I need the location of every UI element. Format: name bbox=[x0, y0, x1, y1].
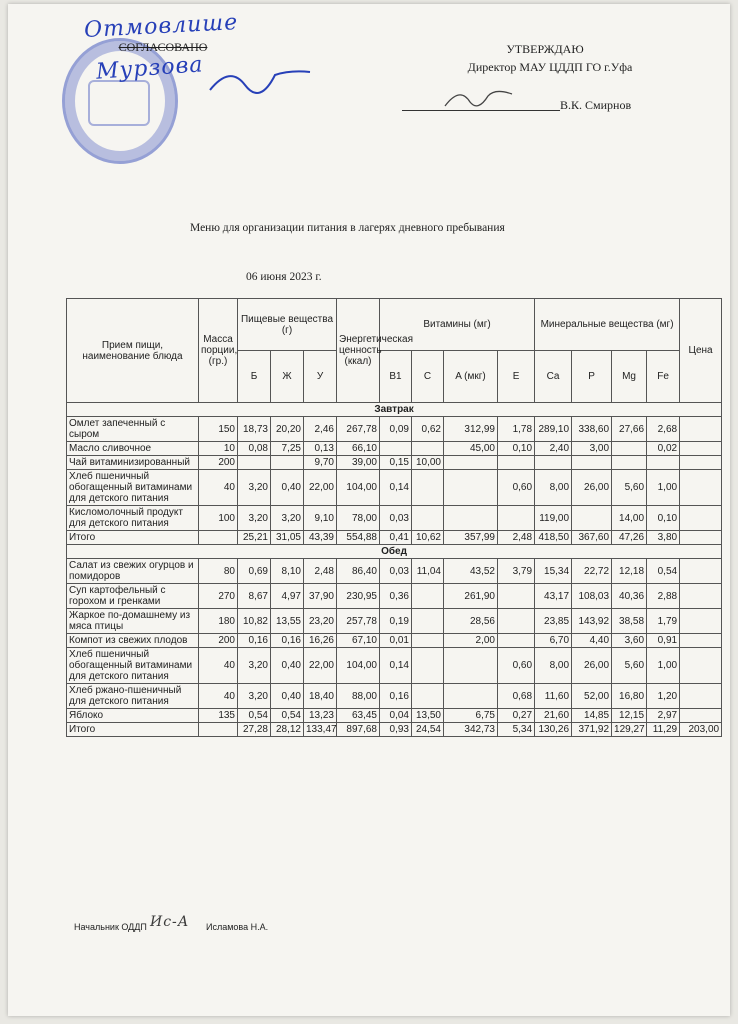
table-cell: 1,20 bbox=[647, 684, 680, 709]
table-cell bbox=[238, 456, 271, 470]
table-cell: 12,18 bbox=[612, 559, 647, 584]
header-b1: B1 bbox=[380, 351, 412, 403]
table-cell: 80 bbox=[199, 559, 238, 584]
table-cell bbox=[680, 648, 722, 684]
table-cell: 38,58 bbox=[612, 609, 647, 634]
table-cell bbox=[680, 470, 722, 506]
table-cell: 261,90 bbox=[444, 584, 498, 609]
table-cell: 3,20 bbox=[238, 506, 271, 531]
table-cell bbox=[444, 684, 498, 709]
table-cell: 289,10 bbox=[535, 417, 572, 442]
table-cell: 43,52 bbox=[444, 559, 498, 584]
section-row bbox=[67, 403, 722, 417]
table-cell: 0,19 bbox=[380, 609, 412, 634]
table-cell: 3,20 bbox=[238, 648, 271, 684]
table-cell: 143,92 bbox=[572, 609, 612, 634]
table-cell bbox=[498, 634, 535, 648]
dish-name: Жаркое по-домашнему из мяса птицы bbox=[67, 609, 199, 634]
table-row bbox=[67, 559, 722, 584]
table-cell: 0,91 bbox=[647, 634, 680, 648]
table-cell: 10,82 bbox=[238, 609, 271, 634]
table-cell bbox=[680, 442, 722, 456]
table-cell: 67,10 bbox=[337, 634, 380, 648]
table-cell: 897,68 bbox=[337, 723, 380, 737]
table-row bbox=[67, 470, 722, 506]
table-cell bbox=[680, 531, 722, 545]
table-cell: 18,40 bbox=[304, 684, 337, 709]
table-cell: 66,10 bbox=[337, 442, 380, 456]
dish-name: Итого bbox=[67, 531, 199, 545]
table-cell bbox=[680, 506, 722, 531]
table-cell: 15,34 bbox=[535, 559, 572, 584]
table-cell: 0,41 bbox=[380, 531, 412, 545]
table-cell: 3,00 bbox=[572, 442, 612, 456]
table-cell: 13,55 bbox=[271, 609, 304, 634]
menu-table bbox=[66, 298, 722, 737]
table-cell: 16,80 bbox=[612, 684, 647, 709]
table-cell: 40 bbox=[199, 648, 238, 684]
table-cell: 0,54 bbox=[271, 709, 304, 723]
table-cell: 200 bbox=[199, 634, 238, 648]
table-cell: 0,14 bbox=[380, 648, 412, 684]
table-cell: 0,40 bbox=[271, 470, 304, 506]
table-cell: 357,99 bbox=[444, 531, 498, 545]
header-a: A (мкг) bbox=[444, 351, 498, 403]
table-cell: 2,48 bbox=[498, 531, 535, 545]
table-cell bbox=[412, 609, 444, 634]
table-cell: 24,54 bbox=[412, 723, 444, 737]
table-cell bbox=[535, 456, 572, 470]
table-cell: 3,79 bbox=[498, 559, 535, 584]
table-cell: 0,16 bbox=[271, 634, 304, 648]
table-cell: 2,68 bbox=[647, 417, 680, 442]
header-nutrients: Пищевые вещества (г) bbox=[238, 299, 337, 351]
section-row bbox=[67, 545, 722, 559]
dish-name: Масло сливочное bbox=[67, 442, 199, 456]
dish-name: Салат из свежих огурцов и помидоров bbox=[67, 559, 199, 584]
table-cell: 52,00 bbox=[572, 684, 612, 709]
director-position: Директор МАУ ЦДДП ГО г.Уфа bbox=[467, 60, 633, 74]
table-cell: 257,78 bbox=[337, 609, 380, 634]
table-cell: 0,16 bbox=[380, 684, 412, 709]
table-cell: 8,10 bbox=[271, 559, 304, 584]
table-cell: 0,13 bbox=[304, 442, 337, 456]
dish-name: Омлет запеченный с сыром bbox=[67, 417, 199, 442]
footer-position: Начальник ОДДП bbox=[74, 922, 147, 932]
table-cell: 554,88 bbox=[337, 531, 380, 545]
table-cell: 22,72 bbox=[572, 559, 612, 584]
total-row bbox=[67, 723, 722, 737]
table-cell bbox=[680, 684, 722, 709]
table-cell: 0,40 bbox=[271, 648, 304, 684]
table-cell: 20,20 bbox=[271, 417, 304, 442]
table-cell: 12,15 bbox=[612, 709, 647, 723]
table-cell: 10 bbox=[199, 442, 238, 456]
table-cell: 0,08 bbox=[238, 442, 271, 456]
table-cell bbox=[199, 723, 238, 737]
table-cell: 100 bbox=[199, 506, 238, 531]
approve-label: УТВЕРЖДАЮ bbox=[506, 42, 584, 56]
table-cell bbox=[412, 634, 444, 648]
table-cell: 0,04 bbox=[380, 709, 412, 723]
table-cell: 8,67 bbox=[238, 584, 271, 609]
table-cell: 28,56 bbox=[444, 609, 498, 634]
table-cell: 2,40 bbox=[535, 442, 572, 456]
header-carbs: У bbox=[304, 351, 337, 403]
table-cell: 28,12 bbox=[271, 723, 304, 737]
table-cell bbox=[680, 417, 722, 442]
table-cell: 104,00 bbox=[337, 648, 380, 684]
table-cell bbox=[412, 470, 444, 506]
table-cell: 7,25 bbox=[271, 442, 304, 456]
table-cell: 14,85 bbox=[572, 709, 612, 723]
table-cell: 5,60 bbox=[612, 470, 647, 506]
dish-name: Кисломолочный продукт для детского питания bbox=[67, 506, 199, 531]
table-cell: 3,80 bbox=[647, 531, 680, 545]
table-cell: 270 bbox=[199, 584, 238, 609]
section-title: Обед bbox=[67, 545, 722, 559]
table-cell: 0,60 bbox=[498, 648, 535, 684]
director-signature bbox=[440, 82, 520, 114]
header-fe: Fe bbox=[647, 351, 680, 403]
table-cell: 133,47 bbox=[304, 723, 337, 737]
table-cell: 37,90 bbox=[304, 584, 337, 609]
table-cell: 2,97 bbox=[647, 709, 680, 723]
table-cell: 230,95 bbox=[337, 584, 380, 609]
table-cell: 0,02 bbox=[647, 442, 680, 456]
director-name: В.К. Смирнов bbox=[560, 98, 632, 112]
table-cell: 5,60 bbox=[612, 648, 647, 684]
table-cell: 0,16 bbox=[238, 634, 271, 648]
header-e: E bbox=[498, 351, 535, 403]
table-cell: 22,00 bbox=[304, 470, 337, 506]
table-cell: 43,17 bbox=[535, 584, 572, 609]
table-cell: 78,00 bbox=[337, 506, 380, 531]
table-cell bbox=[572, 456, 612, 470]
table-cell bbox=[680, 609, 722, 634]
header-protein: Б bbox=[238, 351, 271, 403]
footer-signature: Ис-А bbox=[150, 914, 190, 930]
table-cell bbox=[680, 456, 722, 470]
table-cell: 130,26 bbox=[535, 723, 572, 737]
table-cell: 371,92 bbox=[572, 723, 612, 737]
table-cell: 0,54 bbox=[647, 559, 680, 584]
table-cell: 342,73 bbox=[444, 723, 498, 737]
table-cell bbox=[380, 442, 412, 456]
table-row bbox=[67, 584, 722, 609]
table-row bbox=[67, 634, 722, 648]
header-mg: Mg bbox=[612, 351, 647, 403]
table-cell: 129,27 bbox=[612, 723, 647, 737]
table-cell: 1,78 bbox=[498, 417, 535, 442]
header-mass: Масса порции, (гр.) bbox=[199, 299, 238, 403]
table-cell: 3,20 bbox=[238, 684, 271, 709]
table-cell: 10,62 bbox=[412, 531, 444, 545]
table-cell: 13,50 bbox=[412, 709, 444, 723]
table-cell: 4,40 bbox=[572, 634, 612, 648]
table-cell: 135 bbox=[199, 709, 238, 723]
header-energy: Энергетическая ценность (ккал) bbox=[337, 299, 380, 403]
table-cell: 0,62 bbox=[412, 417, 444, 442]
table-cell: 11,04 bbox=[412, 559, 444, 584]
table-cell: 0,01 bbox=[380, 634, 412, 648]
table-cell: 40 bbox=[199, 470, 238, 506]
table-cell bbox=[572, 506, 612, 531]
menu-date: 06 июня 2023 г. bbox=[246, 271, 322, 283]
table-cell bbox=[612, 456, 647, 470]
table-cell: 1,00 bbox=[647, 648, 680, 684]
table-cell: 0,93 bbox=[380, 723, 412, 737]
section-title: Завтрак bbox=[67, 403, 722, 417]
table-cell: 119,00 bbox=[535, 506, 572, 531]
table-cell: 0,27 bbox=[498, 709, 535, 723]
table-cell: 25,21 bbox=[238, 531, 271, 545]
table-cell: 11,29 bbox=[647, 723, 680, 737]
table-cell: 2,00 bbox=[444, 634, 498, 648]
table-cell bbox=[498, 609, 535, 634]
table-cell: 0,03 bbox=[380, 506, 412, 531]
table-cell bbox=[498, 584, 535, 609]
table-cell bbox=[412, 684, 444, 709]
table-cell: 200 bbox=[199, 456, 238, 470]
header-p: P bbox=[572, 351, 612, 403]
table-cell: 63,45 bbox=[337, 709, 380, 723]
table-cell: 0,36 bbox=[380, 584, 412, 609]
dish-name: Хлеб пшеничный обогащенный витаминами для детского питания bbox=[67, 648, 199, 684]
table-cell bbox=[680, 709, 722, 723]
dish-name: Итого bbox=[67, 723, 199, 737]
table-cell bbox=[444, 506, 498, 531]
table-cell: 8,00 bbox=[535, 648, 572, 684]
table-cell: 0,14 bbox=[380, 470, 412, 506]
table-row bbox=[67, 442, 722, 456]
dish-name: Компот из свежих плодов bbox=[67, 634, 199, 648]
table-cell: 23,85 bbox=[535, 609, 572, 634]
dish-name: Яблоко bbox=[67, 709, 199, 723]
table-cell: 0,40 bbox=[271, 684, 304, 709]
table-cell: 0,03 bbox=[380, 559, 412, 584]
table-cell: 10,00 bbox=[412, 456, 444, 470]
dish-name: Хлеб пшеничный обогащенный витаминами для детского питания bbox=[67, 470, 199, 506]
header-minerals: Минеральные вещества (мг) bbox=[535, 299, 680, 351]
table-cell: 0,54 bbox=[238, 709, 271, 723]
stamp-emblem bbox=[88, 80, 150, 126]
table-cell: 0,10 bbox=[498, 442, 535, 456]
table-cell: 0,60 bbox=[498, 470, 535, 506]
table-row bbox=[67, 506, 722, 531]
table-cell: 2,88 bbox=[647, 584, 680, 609]
table-cell: 86,40 bbox=[337, 559, 380, 584]
table-cell: 88,00 bbox=[337, 684, 380, 709]
table-row bbox=[67, 709, 722, 723]
table-cell: 203,00 bbox=[680, 723, 722, 737]
table-cell bbox=[444, 470, 498, 506]
table-cell bbox=[444, 456, 498, 470]
table-cell: 9,70 bbox=[304, 456, 337, 470]
total-row bbox=[67, 531, 722, 545]
table-cell: 21,60 bbox=[535, 709, 572, 723]
table-cell: 0,15 bbox=[380, 456, 412, 470]
table-cell: 3,20 bbox=[238, 470, 271, 506]
table-cell: 0,09 bbox=[380, 417, 412, 442]
table-row bbox=[67, 648, 722, 684]
table-cell: 4,97 bbox=[271, 584, 304, 609]
table-cell: 0,10 bbox=[647, 506, 680, 531]
table-cell bbox=[412, 442, 444, 456]
table-cell: 108,03 bbox=[572, 584, 612, 609]
table-cell: 47,26 bbox=[612, 531, 647, 545]
table-cell bbox=[412, 584, 444, 609]
agreed-label: СОГЛАСОВАНО bbox=[118, 40, 208, 54]
table-cell bbox=[412, 648, 444, 684]
table-cell: 0,68 bbox=[498, 684, 535, 709]
table-row bbox=[67, 456, 722, 470]
handwritten-approval-note: Отмовлише bbox=[83, 9, 239, 44]
table-cell: 150 bbox=[199, 417, 238, 442]
table-cell: 338,60 bbox=[572, 417, 612, 442]
table-cell: 418,50 bbox=[535, 531, 572, 545]
table-cell: 2,46 bbox=[304, 417, 337, 442]
table-cell bbox=[680, 559, 722, 584]
table-cell bbox=[444, 648, 498, 684]
table-cell: 22,00 bbox=[304, 648, 337, 684]
table-cell: 5,34 bbox=[498, 723, 535, 737]
table-cell bbox=[412, 506, 444, 531]
table-cell: 3,20 bbox=[271, 506, 304, 531]
dish-name: Хлеб ржано-пшеничный для детского питания bbox=[67, 684, 199, 709]
table-cell: 39,00 bbox=[337, 456, 380, 470]
dish-name: Чай витаминизированный bbox=[67, 456, 199, 470]
table-cell: 8,00 bbox=[535, 470, 572, 506]
table-cell: 27,28 bbox=[238, 723, 271, 737]
table-cell: 40 bbox=[199, 684, 238, 709]
footer-name: Исламова Н.А. bbox=[206, 922, 269, 932]
table-cell: 11,60 bbox=[535, 684, 572, 709]
table-cell: 1,00 bbox=[647, 470, 680, 506]
table-cell: 13,23 bbox=[304, 709, 337, 723]
agreed-signature-strokes bbox=[205, 60, 315, 100]
table-row bbox=[67, 609, 722, 634]
table-cell bbox=[498, 506, 535, 531]
table-cell: 180 bbox=[199, 609, 238, 634]
table-cell: 40,36 bbox=[612, 584, 647, 609]
table-cell: 3,60 bbox=[612, 634, 647, 648]
table-cell: 312,99 bbox=[444, 417, 498, 442]
table-cell: 267,78 bbox=[337, 417, 380, 442]
table-cell: 26,00 bbox=[572, 470, 612, 506]
table-cell: 6,75 bbox=[444, 709, 498, 723]
handwritten-agreed-name: Мурзова bbox=[95, 52, 205, 85]
table-cell: 45,00 bbox=[444, 442, 498, 456]
table-cell: 18,73 bbox=[238, 417, 271, 442]
table-row bbox=[67, 684, 722, 709]
table-cell: 1,79 bbox=[647, 609, 680, 634]
table-cell: 2,48 bbox=[304, 559, 337, 584]
header-price: Цена bbox=[680, 299, 722, 403]
header-fat: Ж bbox=[271, 351, 304, 403]
table-cell: 26,00 bbox=[572, 648, 612, 684]
table-cell bbox=[647, 456, 680, 470]
table-cell: 31,05 bbox=[271, 531, 304, 545]
table-cell bbox=[680, 584, 722, 609]
header-vitamins: Витамины (мг) bbox=[380, 299, 535, 351]
table-cell bbox=[498, 456, 535, 470]
table-row bbox=[67, 417, 722, 442]
table-cell: 16,26 bbox=[304, 634, 337, 648]
table-cell: 14,00 bbox=[612, 506, 647, 531]
table-cell: 0,69 bbox=[238, 559, 271, 584]
table-cell: 27,66 bbox=[612, 417, 647, 442]
dish-name: Суп картофельный с горохом и гренками bbox=[67, 584, 199, 609]
table-cell bbox=[680, 634, 722, 648]
header-meal: Прием пищи, наименование блюда bbox=[67, 299, 199, 403]
table-cell: 43,39 bbox=[304, 531, 337, 545]
header-ca: Ca bbox=[535, 351, 572, 403]
table-cell: 367,60 bbox=[572, 531, 612, 545]
header-c: C bbox=[412, 351, 444, 403]
table-cell: 9,10 bbox=[304, 506, 337, 531]
table-cell bbox=[612, 442, 647, 456]
table-cell: 6,70 bbox=[535, 634, 572, 648]
menu-title: Меню для организации питания в лагерях дневного пребывания bbox=[190, 222, 505, 234]
table-cell: 104,00 bbox=[337, 470, 380, 506]
table-cell bbox=[199, 531, 238, 545]
table-cell: 23,20 bbox=[304, 609, 337, 634]
table-cell bbox=[271, 456, 304, 470]
